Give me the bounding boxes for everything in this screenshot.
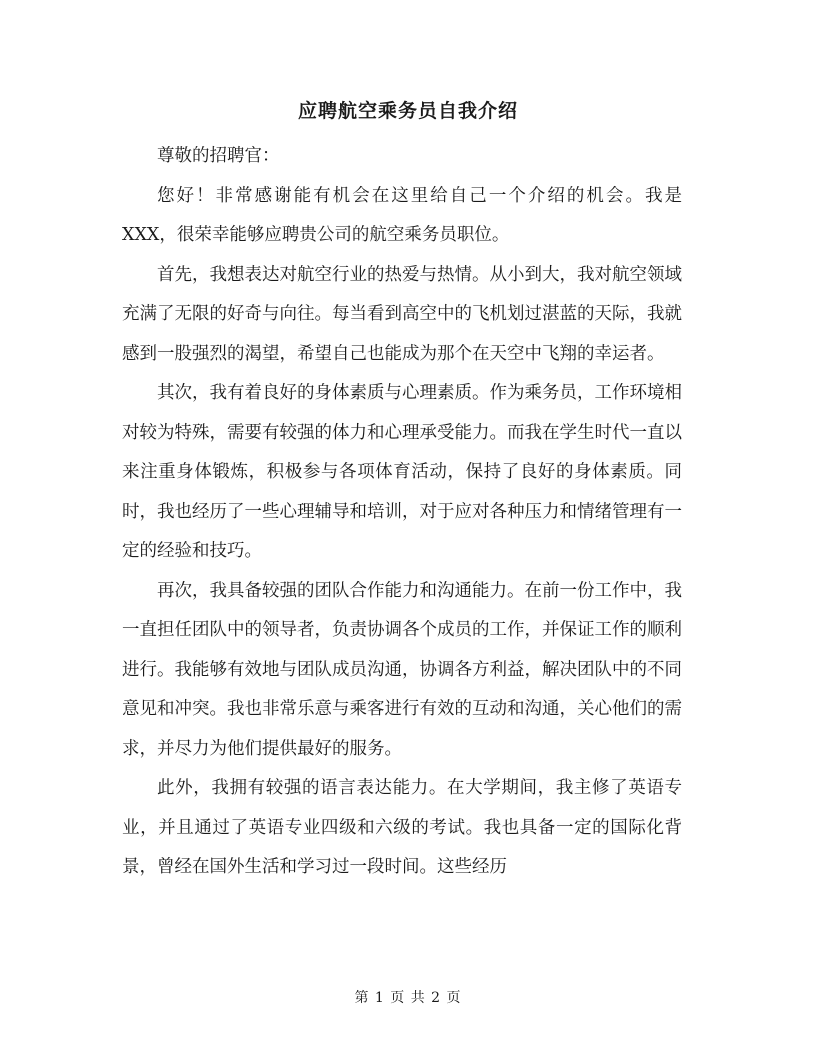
page-number: 第 1 页 共 2 页 (354, 990, 462, 1006)
document-body (122, 137, 682, 888)
paragraph-teamwork: 再次，我具备较强的团队合作能力和沟通能力。在前一份工作中，我一直担任团队中的领导者，负责协调各个成员的工作，并保证工作的顺利进行。我能够有效地与团队成员沟通，协调各方利益，解决团队中的不同意见和冲突。我也非常乐意与乘客进行有效的互动和沟通，关心他们的需求，并尽力为他们提供最好的服务。 (122, 580, 682, 759)
document-title: 应聘航空乘务员自我介绍 (297, 100, 518, 122)
paragraph-passion: 首先，我想表达对航空行业的热爱与热情。从小到大，我对航空领域充满了无限的好奇与向往。每当看到高空中的飞机划过湛蓝的天际，我就感到一股强烈的渴望，希望自己也能成为那个在天空中飞翔的幸运者。 (122, 264, 682, 364)
paragraph-greeting: 您好！非常感谢能有机会在这里给自己一个介绍的机会。我是XXX，很荣幸能够应聘贵公司的航空乘务员职位。 (122, 185, 682, 245)
salutation: 尊敬的招聘官： (157, 146, 280, 166)
paragraph-language: 此外，我拥有较强的语言表达能力。在大学期间，我主修了英语专业，并且通过了英语专业四级和六级的考试。我也具备一定的国际化背景，曾经在国外生活和学习过一段时间。这些经历 (122, 778, 682, 877)
paragraph-fitness: 其次，我有着良好的身体素质与心理素质。作为乘务员，工作环境相对较为特殊，需要有较强的体力和心理承受能力。而我在学生时代一直以来注重身体锻炼，积极参与各项体育活动，保持了良好的身体素质。同时，我也经历了一些心理辅导和培训，对于应对各种压力和情绪管理有一定的经验和技巧。 (122, 383, 682, 561)
